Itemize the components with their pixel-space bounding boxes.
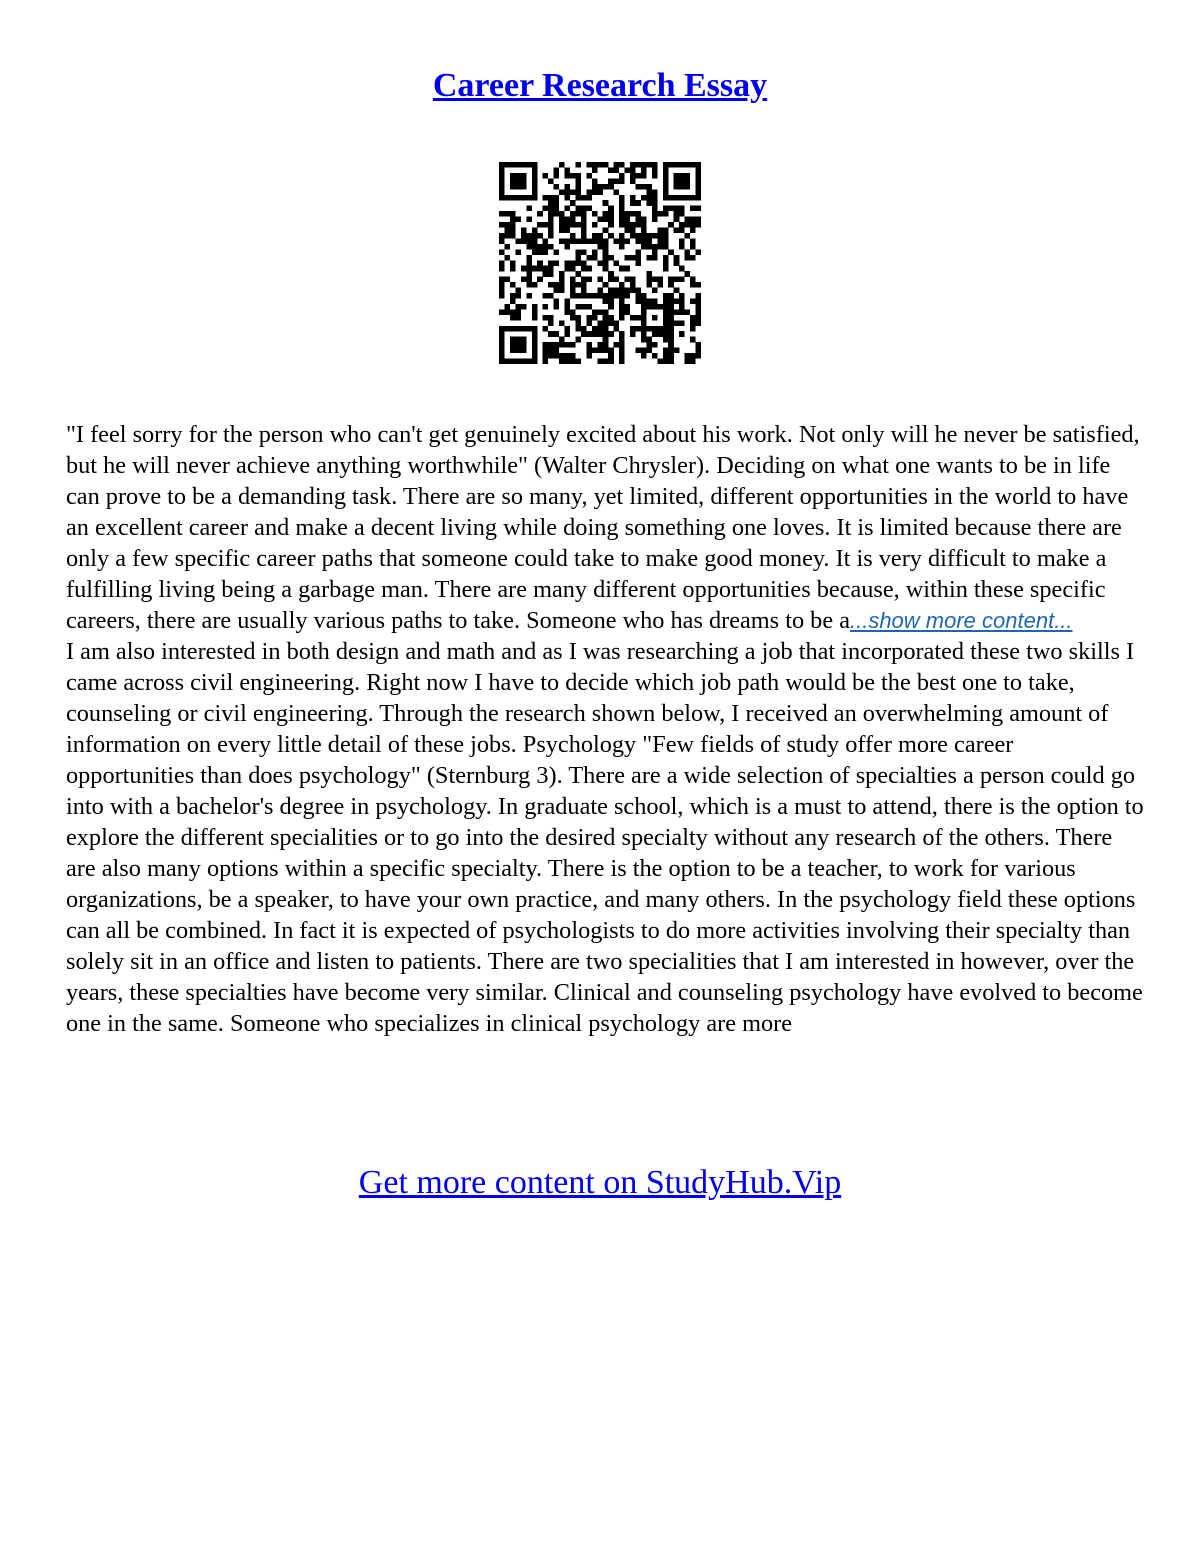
qr-code-graphic [499, 162, 701, 364]
essay-paragraph-2: I am also interested in both design and math and as I was researching a job that incorporated these two skills I came across civil engineering. Right now I have to decide which job path would be the best one to take, counseling or civil engineering. Through the research shown below, I received an overwhelming amount of information on every little detail of these jobs. Psychology "Few fields of study offer more career opportunities than does psychology" (Sternburg 3). There are a wide selection of specialties a person could go into with a bachelor's degree in psychology. In graduate school, which is a must to attend, there is the option to explore the different specialities or to go into the desired specialty without any research of the others. There are also many options within a specific specialty. There is the option to be a teacher, to work for various organizations, be a speaker, to have your own practice, and many others. In the psychology field these options can all be combined. In fact it is expected of psychologists to do more activities involving their specialty than solely sit in an office and listen to patients. There are two specialities that I am interested in however, over the years, these specialties have become very similar. Clinical and counseling psychology have evolved to become one in the same. Someone who specializes in clinical psychology are more [66, 638, 1144, 1037]
qr-code-image [499, 162, 701, 364]
paragraph-1-text: "I feel sorry for the person who can't get genuinely excited about his work. Not only will he never be satisfied, but he will never achieve anything worthwhile" (Walter Chrysler). Deciding on what one wants to be in life can prove to be a demanding task. There are so many, yet limited, different opportunities in the world to have an excellent career and make a decent living while doing something one loves. It is limited because there are only a few specific career paths that someone could take to make good money. It is very difficult to make a fulfilling living being a garbage man. There are many different opportunities because, within these specific careers, there are usually various paths to take. Someone who has dreams to be a [66, 421, 1140, 634]
footer [0, 1160, 1200, 1206]
title-link[interactable]: Career Research Essay [432, 67, 768, 104]
studyhub-link[interactable]: Get more content on StudyHub.Vip [358, 1164, 842, 1201]
essay-body [66, 419, 1146, 1039]
page-title [0, 62, 1200, 110]
essay-paragraph-1 [66, 419, 1146, 636]
show-more-link[interactable]: ...show more content... [849, 608, 1073, 633]
